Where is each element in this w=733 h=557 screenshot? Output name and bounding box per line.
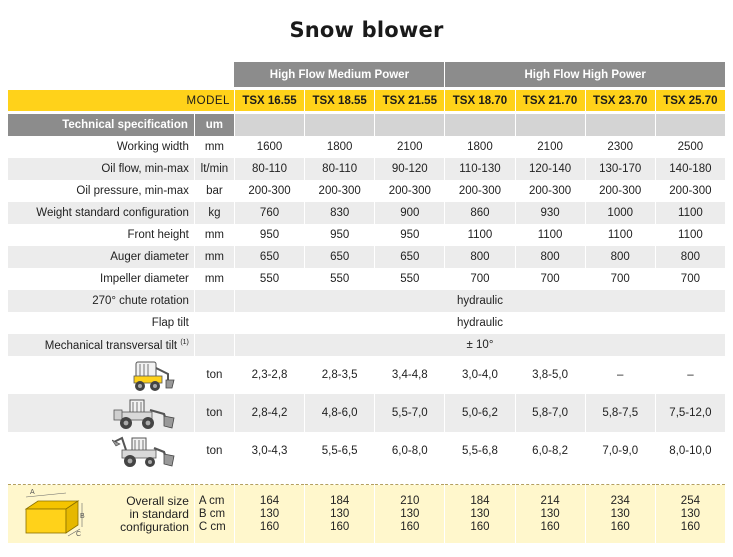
spec-value: 1800 <box>305 136 375 158</box>
size-values <box>586 495 655 534</box>
size-value: 164 <box>259 494 280 507</box>
spec-row <box>8 268 726 290</box>
spec-value: 650 <box>234 246 304 268</box>
size-value: 130 <box>610 507 630 520</box>
page-title: Snow blower <box>289 18 444 42</box>
spec-value: 800 <box>515 246 585 268</box>
dimension-letter: B <box>80 513 85 520</box>
size-value: 130 <box>400 507 420 520</box>
spec-value: 2100 <box>515 136 585 158</box>
size-value: 160 <box>400 520 420 533</box>
overall-size-row <box>8 485 726 544</box>
model-row <box>8 90 726 111</box>
spec-value: 1000 <box>585 202 655 224</box>
spec-label: Oil pressure, min-max <box>8 180 194 202</box>
span-row <box>8 290 726 312</box>
spec-value: 1100 <box>655 202 725 224</box>
machine-row <box>8 394 726 432</box>
wheel-loader-icon <box>8 396 194 430</box>
spec-value: 700 <box>445 268 515 290</box>
spec-header-label: Technical specification <box>8 114 194 136</box>
spec-value: 1100 <box>515 224 585 246</box>
size-label-line: configuration <box>120 519 189 534</box>
dimension-letter: A <box>30 489 35 496</box>
size-values <box>516 495 585 534</box>
spec-unit: mm <box>194 224 234 246</box>
spec-value: 700 <box>515 268 585 290</box>
machine-value: 6,0-8,0 <box>375 432 445 470</box>
size-value: 160 <box>610 520 630 533</box>
machine-value: 7,0-9,0 <box>585 432 655 470</box>
spec-value: 550 <box>305 268 375 290</box>
machine-value: 6,0-8,2 <box>515 432 585 470</box>
unit-header-label: um <box>194 114 234 136</box>
spec-header-row <box>8 114 726 136</box>
spec-value: 2300 <box>585 136 655 158</box>
spec-value: 2500 <box>655 136 725 158</box>
spec-value: 120-140 <box>515 158 585 180</box>
machine-unit: ton <box>194 432 234 470</box>
size-value: 160 <box>330 520 350 533</box>
spec-unit: mm <box>194 268 234 290</box>
size-unit: C cm <box>198 520 226 533</box>
spec-value: 1100 <box>655 224 725 246</box>
machine-value: 7,5-12,0 <box>655 394 725 432</box>
footnote-marker: (1) <box>180 338 189 346</box>
machine-value: 5,8-7,0 <box>515 394 585 432</box>
size-value: 130 <box>330 507 350 520</box>
machine-value: 5,5-6,8 <box>445 432 515 470</box>
machine-value: 3,4-4,8 <box>375 356 445 394</box>
spec-value: 1100 <box>585 224 655 246</box>
machine-value: 5,5-7,0 <box>375 394 445 432</box>
spec-value: 950 <box>234 224 304 246</box>
dimension-box-icon <box>16 491 86 540</box>
size-unit: B cm <box>198 507 226 520</box>
size-values <box>656 495 725 534</box>
size-value: 160 <box>470 520 490 533</box>
size-values <box>305 495 374 534</box>
span-label-text: 270° chute rotation <box>92 295 189 307</box>
machine-value: – <box>655 356 725 394</box>
model-cell: TSX 21.70 <box>515 90 585 111</box>
spec-value: 90-120 <box>375 158 445 180</box>
machine-value: 8,0-10,0 <box>655 432 725 470</box>
spec-unit: kg <box>194 202 234 224</box>
model-label: MODEL <box>8 90 234 111</box>
group-medium-power: High Flow Medium Power <box>234 62 444 87</box>
spec-value: 1600 <box>234 136 304 158</box>
spec-row <box>8 158 726 180</box>
model-cell: TSX 18.70 <box>445 90 515 111</box>
size-value: 254 <box>680 494 700 507</box>
spec-label: Auger diameter <box>8 246 194 268</box>
size-values <box>445 495 514 534</box>
size-value: 160 <box>540 520 560 533</box>
spec-label: Working width <box>8 136 194 158</box>
spec-value: 830 <box>305 202 375 224</box>
size-value: 210 <box>400 494 420 507</box>
spec-value: 200-300 <box>585 180 655 202</box>
spec-value: 130-170 <box>585 158 655 180</box>
machine-value: 5,0-6,2 <box>445 394 515 432</box>
machine-unit: ton <box>194 394 234 432</box>
spec-value: 1800 <box>445 136 515 158</box>
spec-value: 800 <box>585 246 655 268</box>
spec-row <box>8 246 726 268</box>
size-value: 130 <box>540 507 560 520</box>
model-cell: TSX 18.55 <box>305 90 375 111</box>
spec-label: Front height <box>8 224 194 246</box>
spec-value: 80-110 <box>234 158 304 180</box>
spec-row <box>8 136 726 158</box>
spec-value: 110-130 <box>445 158 515 180</box>
machine-row <box>8 432 726 470</box>
spec-value: 200-300 <box>305 180 375 202</box>
size-values <box>235 495 304 534</box>
machine-value: 5,8-7,5 <box>585 394 655 432</box>
size-value: 160 <box>680 520 700 533</box>
spec-value: 1100 <box>445 224 515 246</box>
machine-row <box>8 356 726 394</box>
machine-value: 4,8-6,0 <box>305 394 375 432</box>
spec-value: 200-300 <box>234 180 304 202</box>
spec-value: 200-300 <box>445 180 515 202</box>
spec-unit: lt/min <box>194 158 234 180</box>
size-units <box>195 495 234 534</box>
spec-value: 700 <box>655 268 725 290</box>
machine-value: 2,8-3,5 <box>305 356 375 394</box>
machine-value: 2,8-4,2 <box>234 394 304 432</box>
spec-value: 930 <box>515 202 585 224</box>
model-cell: TSX 25.70 <box>655 90 725 111</box>
spec-value: 800 <box>445 246 515 268</box>
size-value: 234 <box>610 494 630 507</box>
spec-value: 950 <box>375 224 445 246</box>
size-values <box>375 495 444 534</box>
size-value: 214 <box>540 494 560 507</box>
span-label-text: Flap tilt <box>151 317 189 329</box>
spec-label: Impeller diameter <box>8 268 194 290</box>
span-label <box>8 334 194 356</box>
spec-label: Oil flow, min-max <box>8 158 194 180</box>
backhoe-loader-icon <box>8 434 194 468</box>
skid-steer-loader-icon <box>8 358 194 392</box>
spec-row <box>8 180 726 202</box>
machine-value: 3,0-4,0 <box>445 356 515 394</box>
spec-table <box>8 62 726 543</box>
spec-row <box>8 224 726 246</box>
size-value: 184 <box>470 494 490 507</box>
model-cell: TSX 23.70 <box>585 90 655 111</box>
machine-value: 2,3-2,8 <box>234 356 304 394</box>
size-unit: A cm <box>198 494 225 507</box>
machine-unit: ton <box>194 356 234 394</box>
span-value: ± 10° <box>234 334 725 356</box>
span-value: hydraulic <box>234 312 725 334</box>
spec-unit: mm <box>194 136 234 158</box>
spec-value: 2100 <box>375 136 445 158</box>
group-high-power: High Flow High Power <box>445 62 726 87</box>
size-label-line: in standard <box>129 506 189 521</box>
size-value: 130 <box>259 507 280 520</box>
machine-value: 3,8-5,0 <box>515 356 585 394</box>
machine-value: 5,5-6,5 <box>305 432 375 470</box>
spec-value: 800 <box>655 246 725 268</box>
spec-value: 950 <box>305 224 375 246</box>
spec-value: 550 <box>234 268 304 290</box>
span-label-text: Mechanical transversal tilt <box>44 339 178 352</box>
spec-value: 200-300 <box>655 180 725 202</box>
span-row <box>8 312 726 334</box>
spec-value: 650 <box>375 246 445 268</box>
span-label <box>8 290 194 312</box>
spec-value: 760 <box>234 202 304 224</box>
spec-value: 80-110 <box>305 158 375 180</box>
spec-value: 550 <box>375 268 445 290</box>
spec-row <box>8 202 726 224</box>
size-value: 160 <box>259 520 280 533</box>
dimension-letter: C <box>76 531 82 538</box>
spec-label: Weight standard configuration <box>8 202 194 224</box>
spec-value: 700 <box>585 268 655 290</box>
spec-value: 900 <box>375 202 445 224</box>
span-label <box>8 312 194 334</box>
model-cell: TSX 16.55 <box>234 90 304 111</box>
spec-value: 650 <box>305 246 375 268</box>
size-label-line: Overall size <box>126 493 189 508</box>
size-value: 184 <box>330 494 350 507</box>
spec-value: 200-300 <box>515 180 585 202</box>
spec-value: 860 <box>445 202 515 224</box>
model-cell: TSX 21.55 <box>375 90 445 111</box>
machine-value: – <box>585 356 655 394</box>
size-value: 130 <box>470 507 490 520</box>
spec-unit: mm <box>194 246 234 268</box>
spec-value: 200-300 <box>375 180 445 202</box>
span-value: hydraulic <box>234 290 725 312</box>
span-row <box>8 334 726 356</box>
size-value: 130 <box>680 507 700 520</box>
spec-value: 140-180 <box>655 158 725 180</box>
spec-unit: bar <box>194 180 234 202</box>
machine-value: 3,0-4,3 <box>234 432 304 470</box>
